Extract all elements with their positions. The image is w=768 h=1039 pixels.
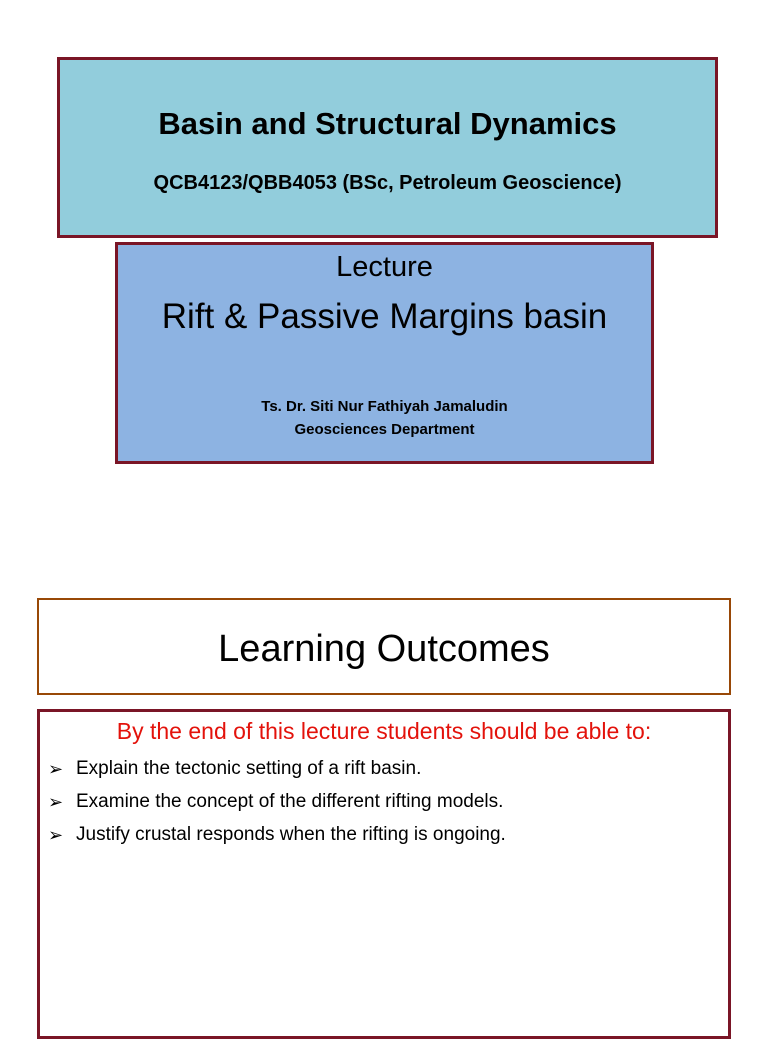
list-item: [48, 758, 506, 780]
list-item-text: Explain the tectonic setting of a rift basin.: [76, 758, 422, 779]
outcomes-list: [48, 758, 506, 857]
lecture-label: Lecture: [336, 251, 433, 283]
lecture-topic: Rift & Passive Margins basin: [161, 297, 608, 336]
list-item: [48, 791, 506, 813]
lecturer-name: Ts. Dr. Siti Nur Fathiyah Jamaludin: [261, 398, 508, 415]
arrow-bullet-icon: ➢: [48, 792, 64, 812]
list-item-text: Examine the concept of the different rifting models.: [76, 791, 504, 812]
course-title-box: [57, 57, 718, 238]
outcomes-intro: By the end of this lecture students should be able to:: [116, 718, 652, 744]
department-name: Geosciences Department: [294, 421, 475, 438]
list-item-text: Justify crustal responds when the rifting is ongoing.: [76, 824, 506, 845]
course-title: Basin and Structural Dynamics: [158, 106, 617, 141]
arrow-bullet-icon: ➢: [48, 759, 64, 779]
learning-outcomes-body: [37, 709, 731, 1039]
arrow-bullet-icon: ➢: [48, 825, 64, 845]
learning-outcomes-header: [37, 598, 731, 695]
lecture-info-box: [115, 242, 654, 464]
learning-outcomes-title: Learning Outcomes: [218, 628, 550, 670]
course-code: QCB4123/QBB4053 (BSc, Petroleum Geoscience): [153, 172, 622, 194]
list-item: [48, 824, 506, 846]
